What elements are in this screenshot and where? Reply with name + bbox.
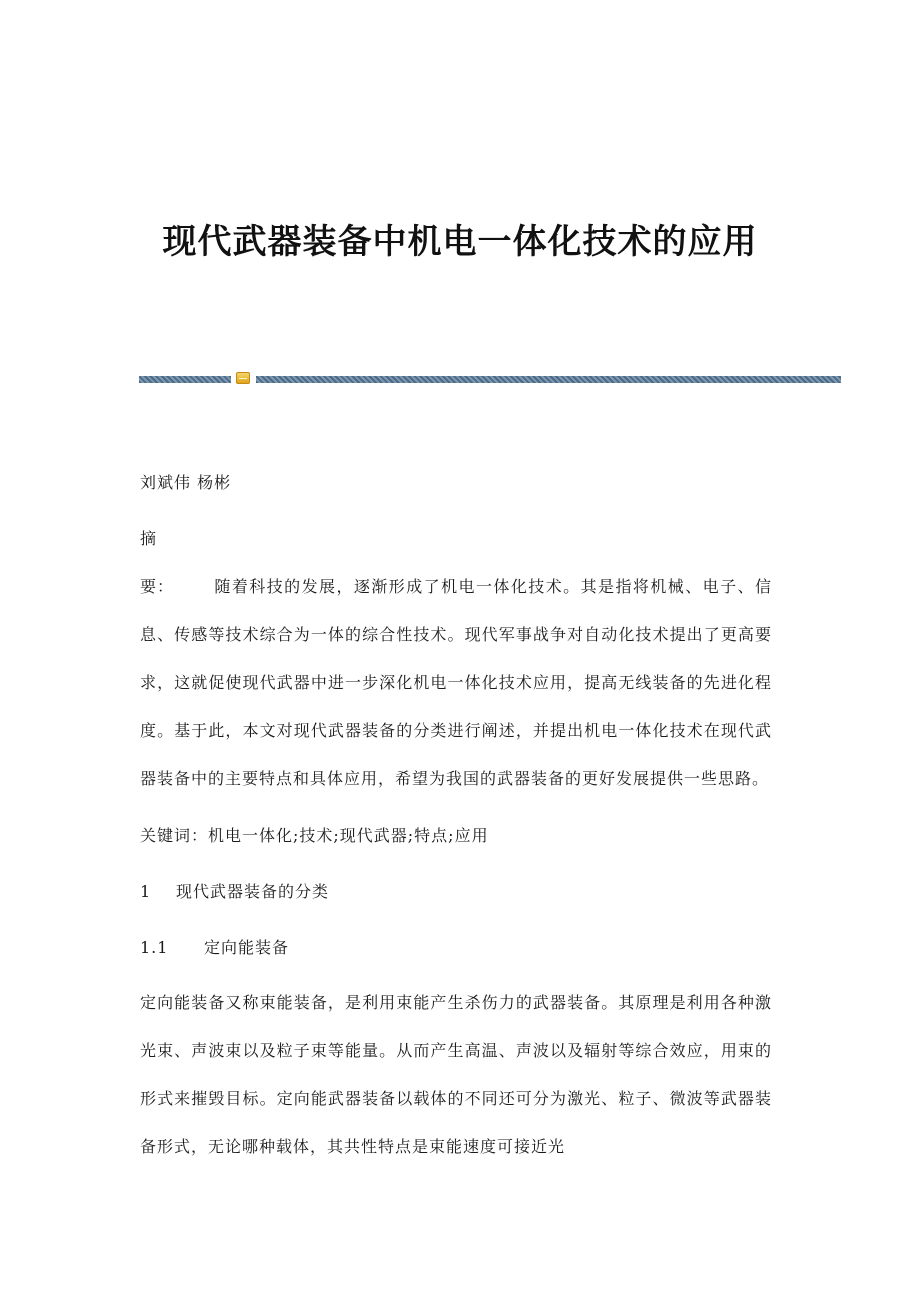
section-title: 现代武器装备的分类 xyxy=(176,882,330,901)
subsection-heading xyxy=(140,935,289,961)
abstract xyxy=(140,515,772,803)
title-divider xyxy=(139,370,841,386)
subsection-title: 定向能装备 xyxy=(204,938,290,957)
abstract-label: 摘 要： xyxy=(140,529,192,596)
divider-bar-right xyxy=(256,376,841,383)
document-title: 现代武器装备中机电一体化技术的应用 xyxy=(162,222,758,262)
abstract-text: 随着科技的发展，逐渐形成了机电一体化技术。其是指将机械、电子、信息、传感等技术综合为一体的综合性技术。现代军事战争对自动化技术提出了更高要求，这就促使现代武器中进一步深化机电一体化技术应用，提高无线装备的先进化程度。基于此，本文对现代武器装备的分类进行阐述，并提出机电一体化技术在现代武器装备中的主要特点和具体应用，希望为我国的武器装备的更好发展提供一些思路。 xyxy=(140,577,772,788)
gold-box-ornament-icon xyxy=(236,372,250,384)
subsection-number: 1.1 xyxy=(140,938,169,957)
keywords: 关键词：机电一体化;技术;现代武器;特点;应用 xyxy=(140,826,489,845)
authors: 刘斌伟 杨彬 xyxy=(140,473,232,492)
body-paragraph: 定向能装备又称束能装备，是利用束能产生杀伤力的武器装备。其原理是利用各种激光束、声波束以及粒子束等能量。从而产生高温、声波以及辐射等综合效应，用束的形式来摧毁目标。定向能武器装备以载体的不同还可分为激光、粒子、微波等武器装备形式，无论哪种载体，其共性特点是束能速度可接近光 xyxy=(140,993,772,1156)
section-number: 1 xyxy=(140,882,152,901)
section-heading xyxy=(140,879,329,905)
divider-bar-left xyxy=(139,376,231,383)
